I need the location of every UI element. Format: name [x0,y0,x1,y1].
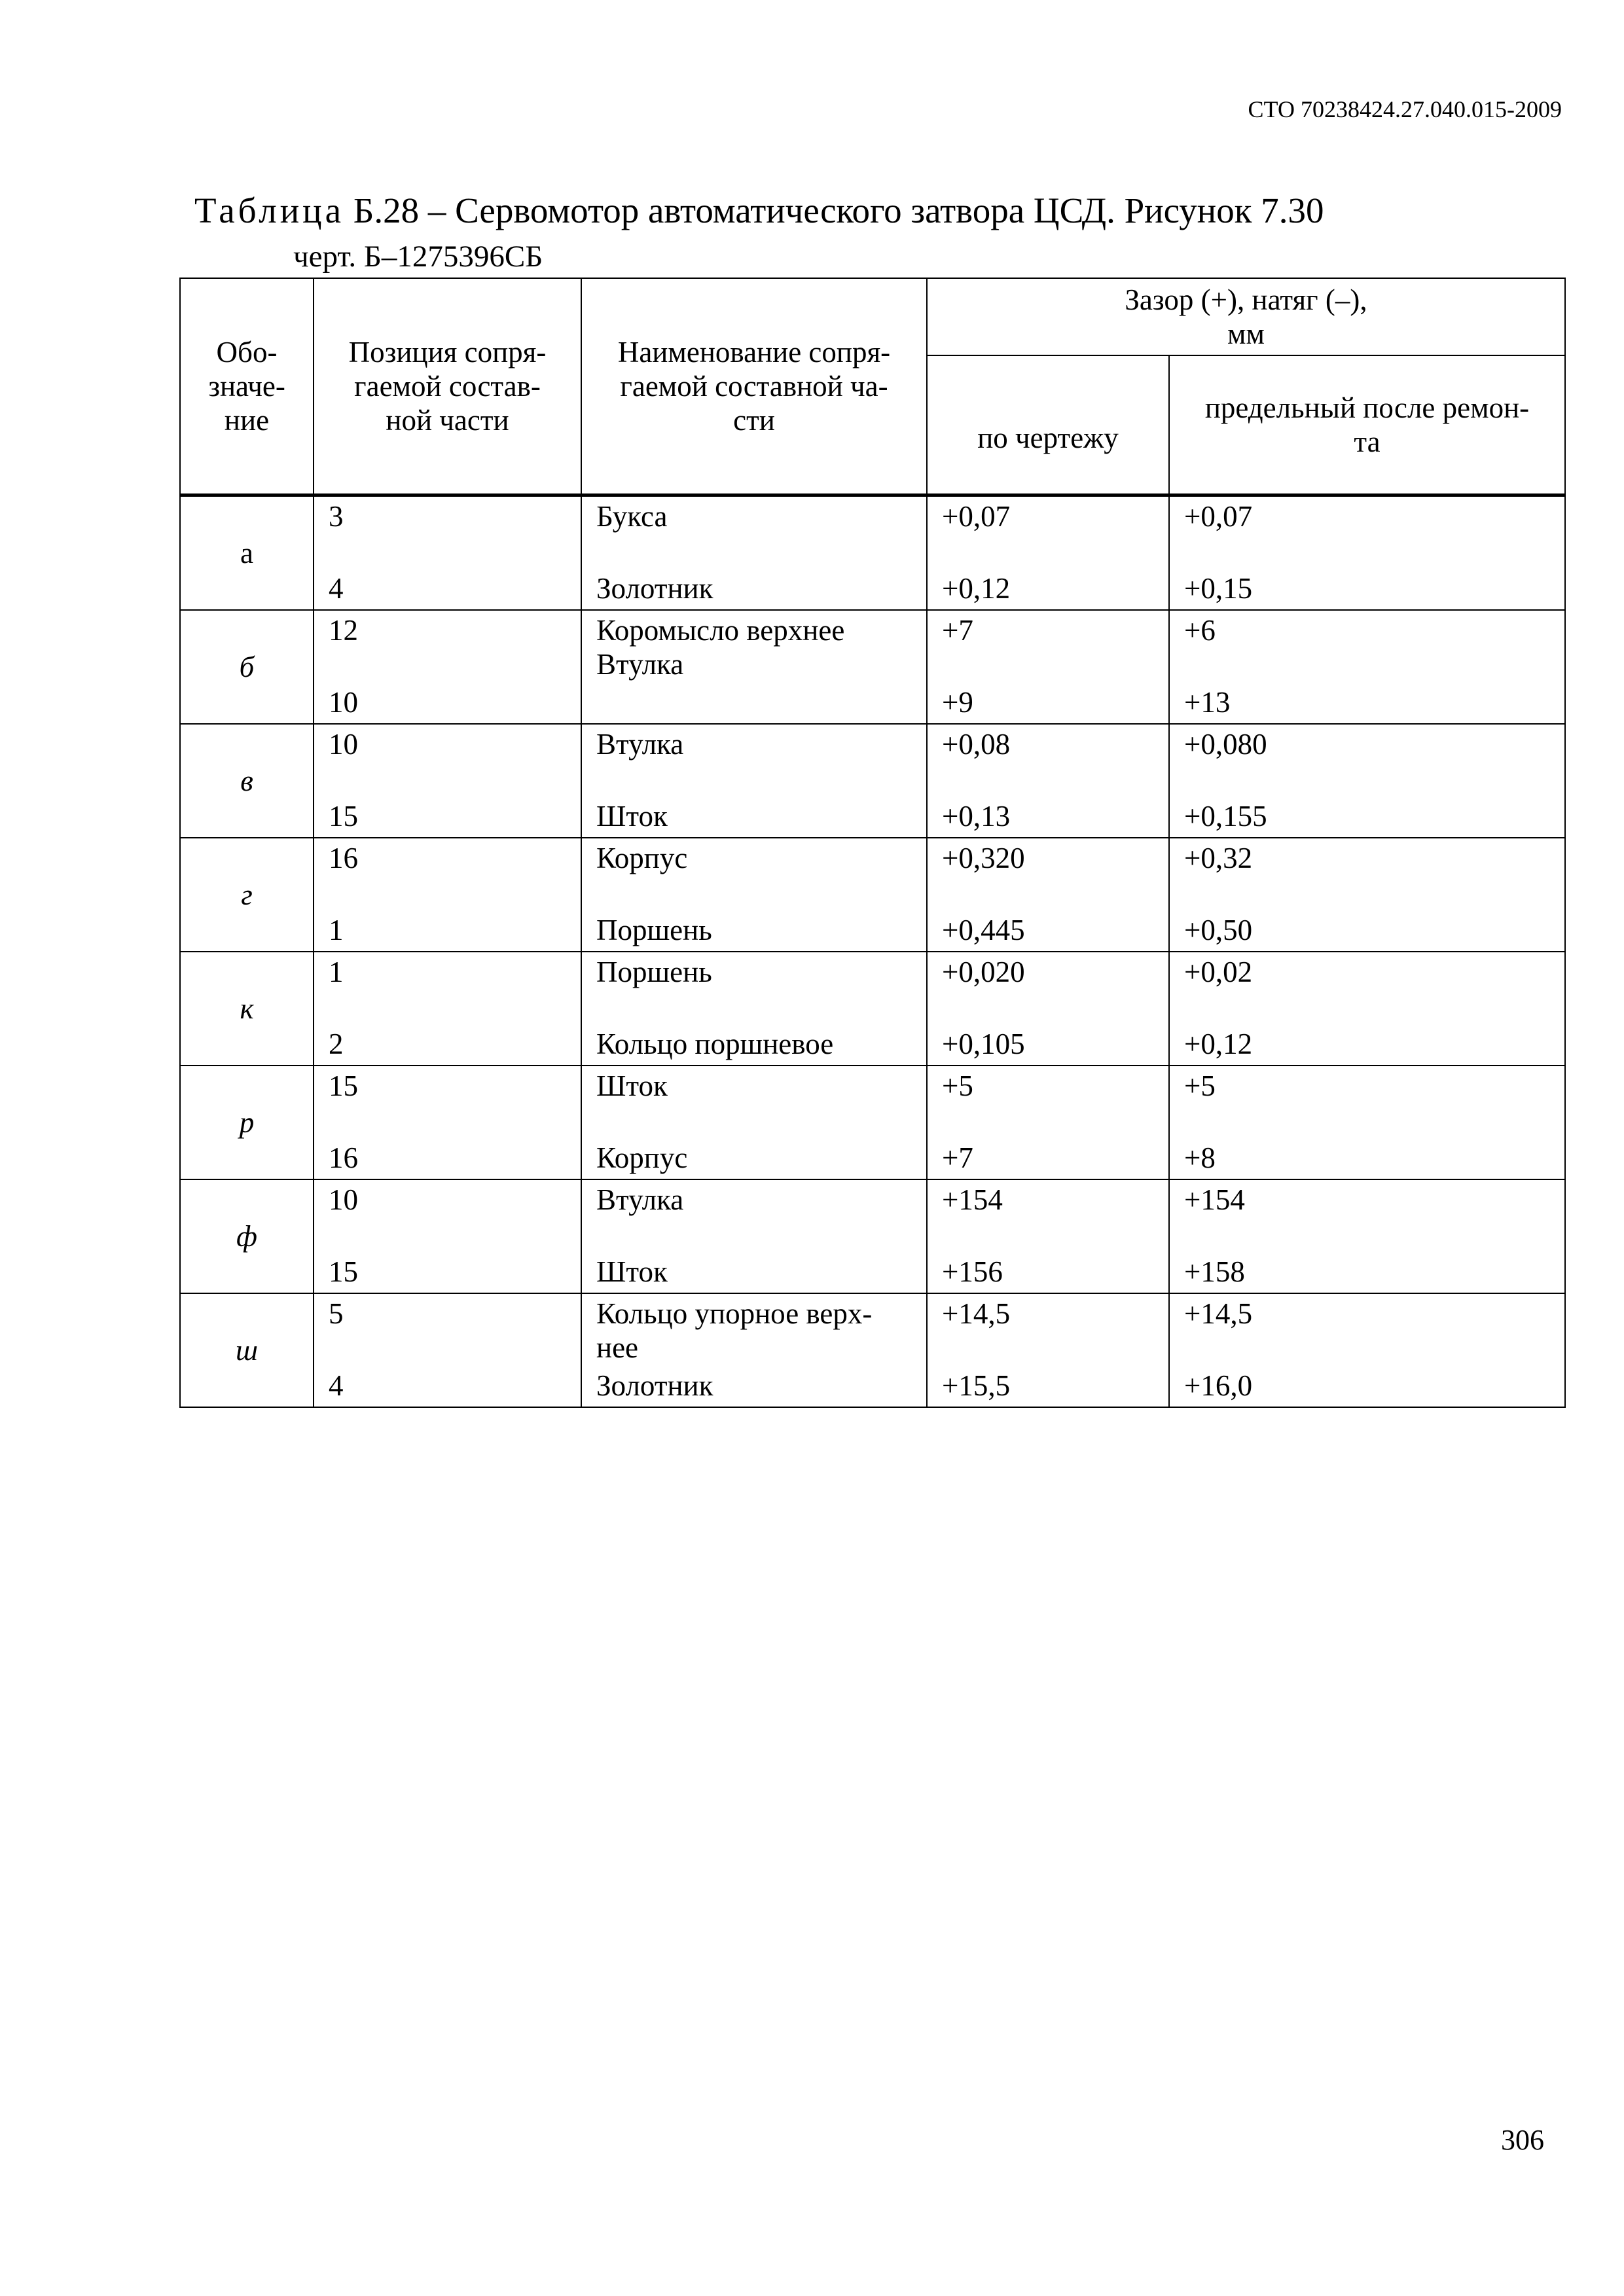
row-name-cell [581,495,927,611]
row-pos-cell [314,495,581,611]
row-designation: ш [180,1293,314,1407]
row-pos-line: 10 [329,686,358,719]
row-drawing-line: +9 [942,686,973,719]
row-drawing-line: +14,5 [942,1297,1011,1330]
row-drawing-line: +0,445 [942,914,1025,946]
row-name-line [596,875,926,913]
row-pos-line: 12 [329,614,358,647]
row-drawing-line: +0,12 [942,572,1011,605]
row-drawing-line [942,533,1168,571]
row-drawing-cell [927,1293,1169,1407]
row-drawing-line: +0,020 [942,956,1025,988]
row-drawing-line: +5 [942,1069,973,1102]
row-drawing-line: +0,07 [942,500,1011,533]
row-pos-cell [314,610,581,724]
row-pos-line [329,761,581,799]
row-pos-line [329,533,581,571]
row-designation: в [180,724,314,838]
row-name-line: Корпус [596,1141,688,1174]
row-limit-line: +6 [1184,614,1216,647]
row-pos-line: 4 [329,572,344,605]
row-name-line: Поршень [596,914,712,946]
row-name-cell [581,952,927,1066]
row-drawing-line [942,647,1168,685]
row-limit-line [1184,761,1564,799]
table-row [180,838,1565,952]
row-pos-cell [314,838,581,952]
header-gap: Зазор (+), натяг (–), мм [927,278,1565,355]
row-drawing-line: +15,5 [942,1369,1011,1402]
header-designation: Обо- значе- ние [180,278,314,495]
row-drawing-cell [927,838,1169,952]
row-limit-cell [1169,610,1565,724]
table-row [180,610,1565,724]
row-name-line: Втулка [596,728,684,761]
row-limit-line: +158 [1184,1255,1245,1288]
row-pos-line [329,989,581,1027]
row-name-line: Кольцо упорное верх- [596,1297,873,1330]
row-drawing-line: +0,105 [942,1028,1025,1060]
row-name-cell [581,1066,927,1179]
row-limit-line [1184,1331,1564,1369]
row-drawing-cell [927,610,1169,724]
table-row [180,952,1565,1066]
row-name-line: Поршень [596,956,712,988]
row-designation: г [180,838,314,952]
page-number: 306 [1501,2124,1544,2156]
header-position: Позиция сопря- гаемой состав- ной части [314,278,581,495]
row-name-cell [581,1293,927,1407]
row-pos-line [329,1217,581,1255]
row-name-line: Шток [596,800,668,833]
row-name-line: Шток [596,1069,668,1102]
row-designation: а [180,495,314,611]
row-limit-cell [1169,1066,1565,1179]
row-pos-line: 1 [329,956,344,988]
row-limit-line [1184,989,1564,1027]
row-limit-line: +0,32 [1184,842,1253,874]
row-limit-line: +0,080 [1184,728,1267,761]
row-name-line [596,1103,926,1141]
row-limit-line: +8 [1184,1141,1216,1174]
row-drawing-line [942,1103,1168,1141]
row-pos-line: 15 [329,800,358,833]
row-pos-cell [314,952,581,1066]
header-by-drawing: по чертежу [927,355,1169,495]
row-name-line: Золотник [596,1369,713,1402]
row-drawing-line: +0,08 [942,728,1011,761]
row-limit-line: +0,02 [1184,956,1253,988]
row-drawing-line: +156 [942,1255,1003,1288]
row-drawing-cell [927,1179,1169,1293]
row-name-cell [581,1179,927,1293]
row-pos-line: 5 [329,1297,344,1330]
row-limit-cell [1169,952,1565,1066]
row-pos-line: 16 [329,842,358,874]
drawing-reference: черт. Б–1275396СБ [293,240,543,274]
row-designation: р [180,1066,314,1179]
row-pos-cell [314,1179,581,1293]
row-limit-line [1184,1103,1564,1141]
row-name-cell [581,838,927,952]
table-row [180,1179,1565,1293]
row-drawing-line [942,1217,1168,1255]
row-name-line [596,1217,926,1255]
row-pos-line: 3 [329,500,344,533]
row-limit-cell [1169,495,1565,611]
row-name-line: Кольцо поршневое [596,1028,834,1060]
row-name-line [596,761,926,799]
table-row [180,1293,1565,1407]
row-pos-cell [314,1293,581,1407]
row-drawing-line: +0,13 [942,800,1011,833]
row-drawing-line [942,875,1168,913]
clearance-table [179,278,1566,1408]
row-name-line: Шток [596,1255,668,1288]
row-limit-cell [1169,838,1565,952]
row-designation: б [180,610,314,724]
row-designation: к [180,952,314,1066]
row-drawing-cell [927,724,1169,838]
row-pos-line [329,647,581,685]
header-name: Наименование сопря- гаемой составной ча- сти [581,278,927,495]
row-limit-line: +13 [1184,686,1231,719]
row-pos-cell [314,724,581,838]
row-pos-cell [314,1066,581,1179]
row-limit-line: +14,5 [1184,1297,1253,1330]
row-name-line: Втулка [596,648,684,681]
row-name-cell [581,724,927,838]
row-pos-line [329,1331,581,1369]
row-pos-line: 2 [329,1028,344,1060]
header-limit: предельный после ремон- та [1169,355,1565,495]
row-drawing-line: +7 [942,1141,973,1174]
row-drawing-cell [927,952,1169,1066]
table-row [180,724,1565,838]
row-name-line [596,989,926,1027]
row-name-line [596,533,926,571]
table-row [180,495,1565,611]
row-limit-line: +0,07 [1184,500,1253,533]
row-pos-line: 10 [329,1183,358,1216]
row-limit-line: +16,0 [1184,1369,1253,1402]
row-pos-line: 4 [329,1369,344,1402]
row-pos-line: 16 [329,1141,358,1174]
row-pos-line: 1 [329,914,344,946]
row-drawing-line [942,761,1168,799]
row-name-line: Коромысло верхнее [596,614,845,647]
row-limit-line: +0,155 [1184,800,1267,833]
row-pos-line [329,1103,581,1141]
row-pos-line: 15 [329,1069,358,1102]
row-limit-line [1184,1217,1564,1255]
row-name-line: нее [596,1331,639,1364]
caption-lead: Таблица [194,190,344,230]
row-limit-cell [1169,1293,1565,1407]
row-limit-cell [1169,1179,1565,1293]
row-limit-line [1184,647,1564,685]
row-limit-line [1184,875,1564,913]
row-name-line: Букса [596,500,668,533]
row-limit-cell [1169,724,1565,838]
caption-title: Б.28 – Сервомотор автоматического затвора ЦСД. Рисунок 7.30 [353,190,1324,230]
table-caption [194,190,1324,232]
row-limit-line: +5 [1184,1069,1216,1102]
row-drawing-line [942,1331,1168,1369]
document-code: СТО 70238424.27.040.015-2009 [1248,96,1562,122]
row-limit-line [1184,533,1564,571]
row-pos-line: 15 [329,1255,358,1288]
row-pos-line [329,875,581,913]
row-name-cell [581,610,927,724]
row-limit-line: +0,12 [1184,1028,1253,1060]
row-pos-line: 10 [329,728,358,761]
row-drawing-line: +0,320 [942,842,1025,874]
row-drawing-line [942,989,1168,1027]
row-drawing-line: +154 [942,1183,1003,1216]
row-limit-line: +0,15 [1184,572,1253,605]
row-limit-line: +0,50 [1184,914,1253,946]
table-row [180,1066,1565,1179]
row-drawing-cell [927,1066,1169,1179]
row-name-line: Золотник [596,572,713,605]
row-drawing-line: +7 [942,614,973,647]
row-name-line: Корпус [596,842,688,874]
row-designation: ф [180,1179,314,1293]
row-name-line: Втулка [596,1183,684,1216]
row-drawing-cell [927,495,1169,611]
row-limit-line: +154 [1184,1183,1245,1216]
